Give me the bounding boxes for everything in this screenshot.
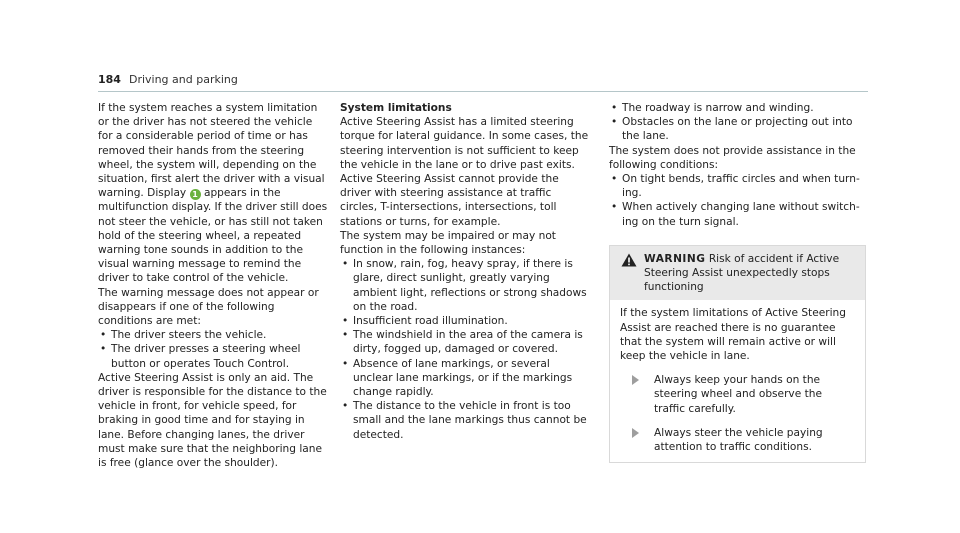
column-2 — [340, 101, 590, 442]
no-assistance-paragraph: The system does not provide assistance in the following conditions: — [609, 144, 856, 171]
list-item: • The distance to the vehicle in front is too small and the lane markings thus cannot be detected. — [340, 399, 590, 442]
column-1 — [98, 101, 328, 470]
warning-box — [609, 245, 866, 463]
warning-header — [610, 246, 865, 301]
list-item: • The driver presses a steering wheel button or operates Touch Control. — [98, 342, 328, 370]
warning-step — [620, 373, 855, 416]
warning-triangle-icon — [621, 253, 637, 267]
impaired-paragraph: The system may be impaired or may not function in the following instances: — [340, 229, 556, 257]
column-3 — [609, 101, 869, 463]
intro-paragraph — [98, 101, 328, 286]
warning-step — [620, 426, 855, 454]
list-item: • On tight bends, traffic circles and when turning. — [609, 172, 869, 200]
list-item: • In snow, rain, fog, heavy spray, if there is glare, direct sunlight, greatly varying ambient light, reflections or strong shadows on the road. — [340, 257, 590, 314]
list-item: • Obstacles on the lane or projecting out into the lane. — [609, 115, 869, 143]
list-item: • When actively changing lane without switching on the turn signal. — [609, 200, 869, 228]
list-item: • The roadway is narrow and winding. — [609, 101, 869, 115]
list-item: • The windshield in the area of the camera is dirty, fogged up, damaged or covered. — [340, 328, 590, 356]
display-1-badge-icon: 1 — [190, 189, 201, 200]
list-item: • The driver steers the vehicle. — [98, 328, 328, 342]
page-header — [98, 73, 238, 87]
warning-headline: Risk of accident if Active Steering Assist unexpectedly stops functioning — [644, 252, 840, 294]
impaired-list — [340, 257, 590, 442]
warning-body — [610, 300, 865, 462]
condition-paragraph: The warning message does not appear or disappears if one of the following conditions are met: — [98, 286, 319, 328]
condition-list — [98, 328, 328, 371]
step-text: Always keep your hands on the steering wheel and observe the traffic carefully. — [654, 374, 822, 415]
section-title: Driving and parking — [128, 73, 238, 86]
list-item: • Insufficient road illumination. — [340, 314, 590, 328]
page-number: 184 — [98, 73, 121, 86]
header-rule — [98, 91, 868, 92]
warning-title: WARNING — [644, 252, 706, 265]
list-item: • Absence of lane markings, or several unclear lane markings, or if the markings change rapidly. — [340, 357, 590, 400]
aid-paragraph: Active Steering Assist is only an aid. The driver is responsible for the distance to the vehicle in front, for vehicle speed, for braking in good time and for staying in lane. Before changing lanes, the driver must make sure that the neighboring lane is free (glance over the shoulder). — [98, 371, 327, 470]
intro-text-b: appears in the multifunction display. If the driver still does not steer the vehicle, or has still not taken hold of the steering wheel, a repeated warning tone sounds in addition to the visual warning message to remind the driver to take control of the vehicle. — [98, 187, 328, 285]
step-arrow-icon — [632, 428, 639, 438]
impaired-list-continued — [609, 101, 869, 144]
no-assistance-list — [609, 172, 869, 229]
limitations-paragraph: Active Steering Assist has a limited steering torque for lateral guidance. In some cases, the steering intervention is not sufficient to keep the vehicle in the lane or to drive past exits. Active Steering Assist cannot provide the driver with steering assistance at traffic circles, T-intersections, intersections, toll stations or turns, for example. — [340, 116, 589, 228]
system-limitations-heading: System limitations — [340, 102, 452, 114]
step-arrow-icon — [632, 375, 639, 385]
step-text: Always steer the vehicle paying attention to traffic conditions. — [654, 426, 823, 454]
intro-text-a: If the system reaches a system limitation or the driver has not steered the vehicle for a considerable period of time or has removed their hands from the steering wheel, the system will, depending on the situation, first alert the driver with a visual warning. Display — [98, 102, 325, 200]
warning-text: If the system limitations of Active Steering Assist are reached there is no guarantee that the system will remain active or will keep the vehicle in lane. — [620, 307, 846, 363]
